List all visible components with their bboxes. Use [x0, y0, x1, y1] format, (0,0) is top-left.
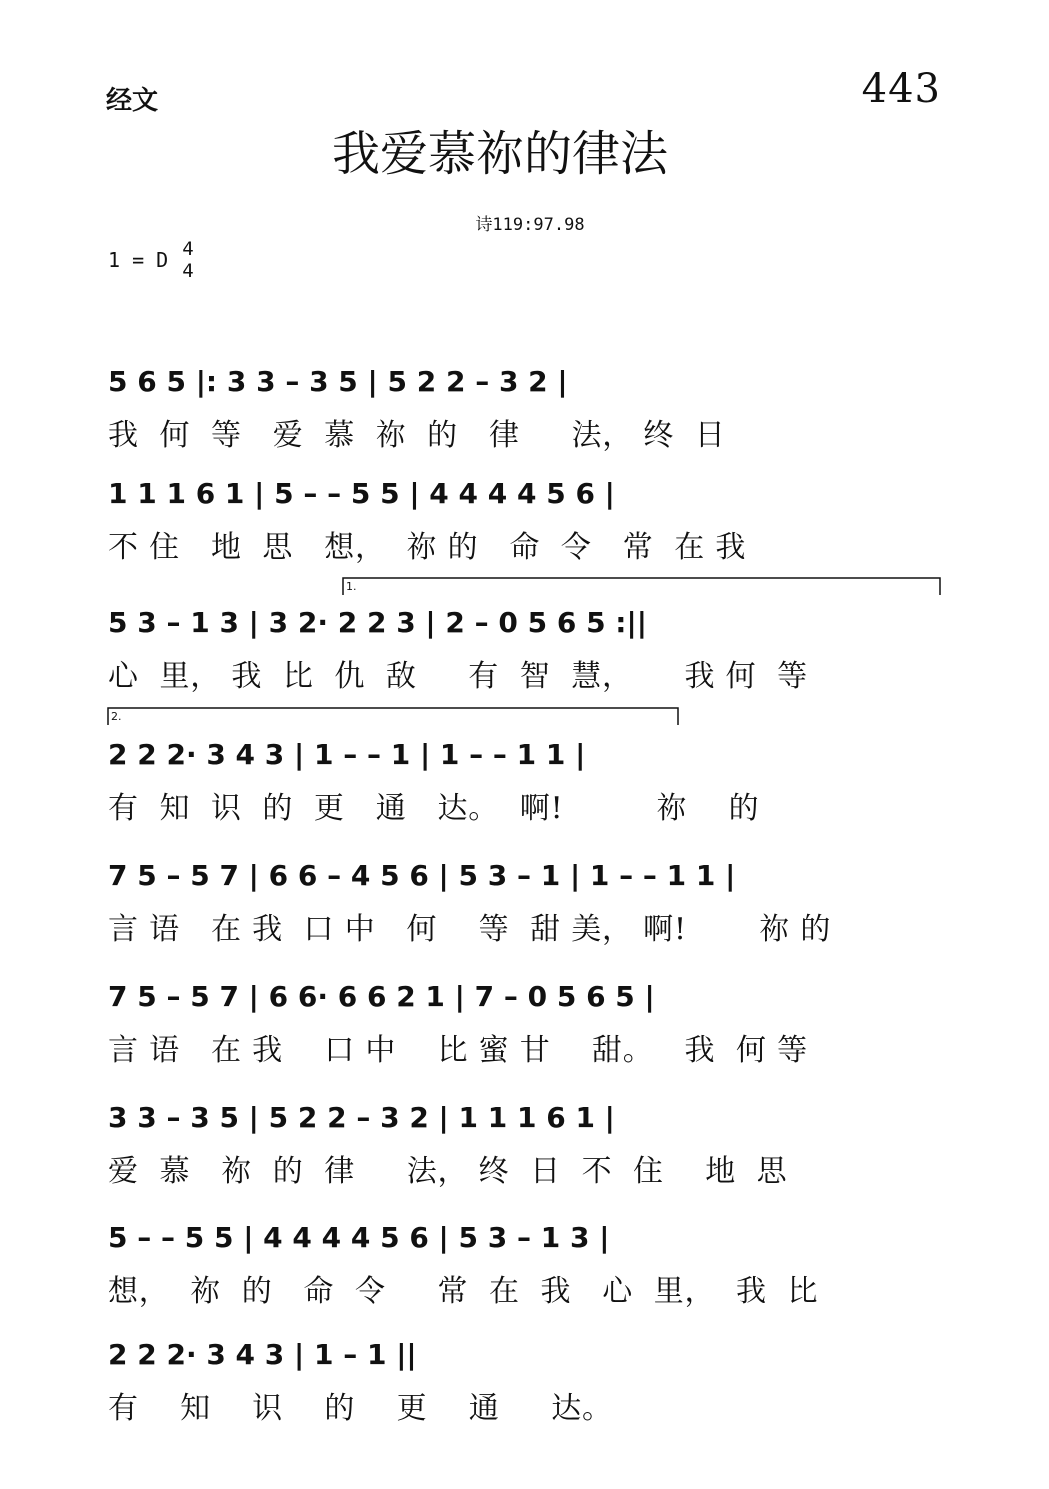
hymn-number: 443	[861, 66, 941, 112]
volta-first-bracket	[343, 578, 940, 595]
time-signature-top: 4	[182, 238, 194, 260]
scripture-reference: 诗119:97.98	[475, 215, 585, 235]
lyrics-line: 想， 祢 的 命 令 常 在 我 心 里， 我 比	[108, 1274, 819, 1309]
notation-line: 2 2 2· 3 4 3 | 1 – 1 ||	[108, 1338, 417, 1371]
lyrics-line: 言 语 在 我 口 中 何 等 甜 美， 啊! 祢 的	[108, 912, 832, 947]
lyrics-line: 心 里， 我 比 仇 敌 有 智 慧， 我 何 等	[108, 659, 808, 694]
notation-line: 3 3 – 3 5 | 5 2 2 – 3 2 | 1 1 1 6 1 |	[108, 1101, 615, 1134]
volta-second-label: 2.	[111, 710, 122, 723]
notation-line: 2 2 2· 3 4 3 | 1 – – 1 | 1 – – 1 1 |	[108, 738, 586, 771]
lyrics-line: 我 何 等 爱 慕 祢 的 律 法， 终 日	[108, 418, 726, 453]
notation-line: 5 3 – 1 3 | 3 2· 2 2 3 | 2 – 0 5 6 5 :||	[108, 606, 647, 639]
notation-line: 5 – – 5 5 | 4 4 4 4 5 6 | 5 3 – 1 3 |	[108, 1221, 610, 1254]
volta-first-label: 1.	[346, 580, 357, 593]
lyrics-line: 有 知 识 的 更 通 达。 啊! 祢 的	[108, 791, 760, 826]
lyrics-line: 有 知 识 的 更 通 达。	[108, 1391, 613, 1426]
category-label: 经文	[106, 86, 159, 116]
hymn-title: 我爱慕祢的律法	[331, 126, 668, 182]
volta-second-bracket	[108, 708, 678, 725]
lyrics-line: 爱 慕 祢 的 律 法， 终 日 不 住 地 思	[108, 1154, 788, 1189]
time-signature-bottom: 4	[182, 260, 194, 282]
notation-line: 1 1 1 6 1 | 5 – – 5 5 | 4 4 4 4 5 6 |	[108, 477, 615, 510]
notation-line: 5 6 5 |: 3 3 – 3 5 | 5 2 2 – 3 2 |	[108, 365, 568, 398]
notation-line: 7 5 – 5 7 | 6 6· 6 6 2 1 | 7 – 0 5 6 5 |	[108, 980, 655, 1013]
lyrics-line: 不 住 地 思 想， 祢 的 命 令 常 在 我	[108, 530, 747, 565]
notation-line: 7 5 – 5 7 | 6 6 – 4 5 6 | 5 3 – 1 | 1 – – 1 1 |	[108, 859, 736, 892]
lyrics-line: 言 语 在 我 口 中 比 蜜 甘 甜。 我 何 等	[108, 1033, 808, 1068]
key-label: 1 = D	[108, 248, 169, 272]
